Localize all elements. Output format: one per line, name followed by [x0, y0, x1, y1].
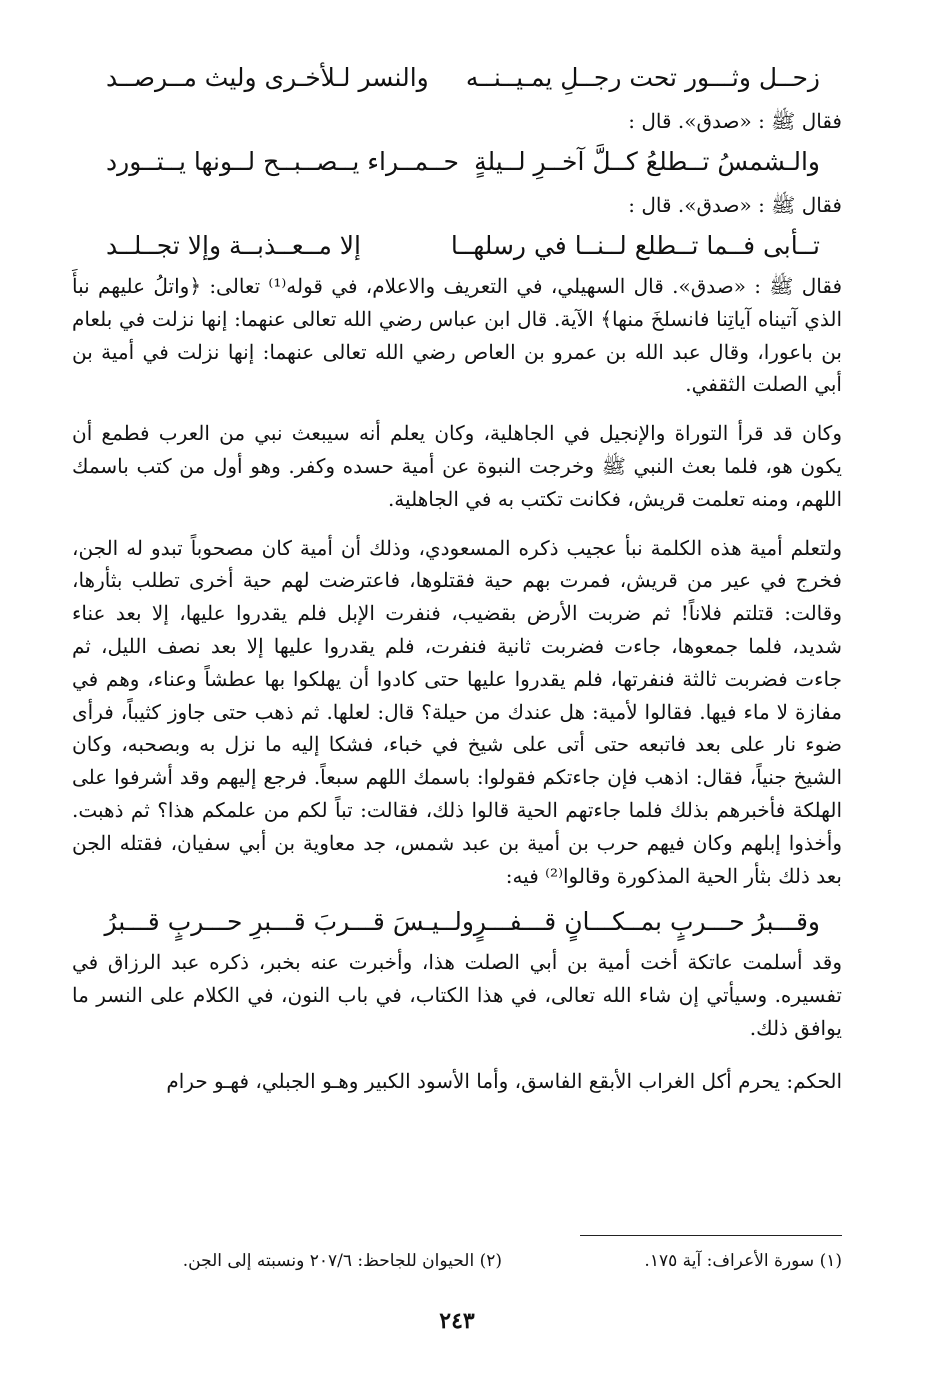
- paragraph-atika: وقد أسلمت عاتكة أخت أمية بن أبي الصلت هذا، وأخبرت عنه بخبر، ذكره عبد الرزاق في تفسيره. وسيأتي إن شاء الله تعالى، في هذا الكتاب، في باب النون، في الكلام على النسر ما يوافق ذلك.: [72, 950, 842, 1040]
- footnote-1: (١) سورة الأعراف: آية ١٧٥.: [644, 1251, 842, 1271]
- said-line-1: فقال ﷺ : «صدق». قال :: [628, 109, 842, 133]
- verse-1-first-hemistich: زحــل وثـــور تحت رجــلِ يمـيــنــه: [465, 63, 820, 92]
- footnote-divider: [580, 1235, 842, 1236]
- verse-2-first-hemistich: والـشمسُ تــطلعُ كــلَّ آخــرِ لــيلةٍ: [474, 147, 820, 176]
- poem-verse-3: [72, 226, 842, 270]
- book-page: [72, 58, 842, 1378]
- paragraph-ruling: الحكم: يحرم أكل الغراب الأبقع الفاسق، وأما الأسود الكبير وهـو الجبلي، فهـو حرام: [166, 1068, 842, 1093]
- paragraph-umayya-story: ولتعلم أمية هذه الكلمة نبأ عجيب ذكره المسعودي، وذلك أن أمية كان مصحوباً تبدو له الجن، فخرج في عير من قريش، فمرت بهم حية فقتلوها، فاعترضت لهم حية أخرى تطلب بثأرها، وقالت: قتلتم فلاناً! ثم ضربت الأرض بقضيب، فنفرت الإبل فلم يقدروا عليها، إلا بعد عناء شديد، فلما جمعوها، جاءت فضربت ثانية فنفرت، فلم يقدروا عليها إلا بعد نصف الليل، ثم جاءت فضربت ثالثة فنفرتها، فلم يقدروا عليها حتى كادوا أن يهلكوا بها عطشاً وعناء، وهم في مفازة لا ماء فيها. فقالوا لأمية: هل عندك من حيلة؟ قال: لعلها. ثم ذهب حتى جاوز كثيباً، فرأى ضوء نار على بعد فاتبعه حتى أتى على شيخ في خباء، فشكا إليه ما نزل به وبصحبه، وكان الشيخ جنياً، فقال: اذهب فإن جاءتكم فقولوا: باسمك اللهم سبعاً. فرجع إليهم وقد أشرفوا على الهلكة فأخبرهم بذلك فلما جاءتهم الحية قالوا ذلك، فقالت: تباً لكم من علمكم هذا؟ ثم ذهبت. وأخذوا إبلهم وكان فيهم حرب بن أمية بن عبد شمس، جد معاوية بن أبي سفيان، فقتله الجن بعد ذلك بثأر الحية المذكورة وقالوا⁽²⁾ فيه:: [72, 535, 842, 888]
- poem-verse-2: [72, 142, 842, 186]
- footnote-2: (٢) الحيوان للجاحظ: ٢٠٧/٦ ونسبته إلى الجن.: [182, 1251, 502, 1271]
- poem-verse-4: [72, 902, 842, 946]
- verse-4-first-hemistich: وقـــبرُ حـــربٍ بمــكـــانٍ قـــفـــرٍ: [473, 907, 820, 937]
- footnotes: [72, 1248, 842, 1274]
- verse-3-first-hemistich: تــأبى فــما تــطلع لــنــا في رسلهــا: [450, 231, 820, 260]
- poem-verse-1: [72, 58, 842, 102]
- paragraph-suhayli: فقال ﷺ : «صدق». قال السهيلي، في التعريف والاعلام، في قوله⁽¹⁾ تعالى: ﴿واتلُ عليهم نبأَ الذي آتيناه آياتِنا فانسلخَ منها﴾ الآية. قال ابن عباس رضي الله تعالى عنهما: إنها نزلت في بلعام بن باعورا، وقال عبد الله بن عمرو بن العاص رضي الله تعالى عنهما: إنها نزلت في أمية بن أبي الصلت الثقفي.: [72, 274, 842, 397]
- verse-4-second-hemistich: ولــيـسَ قـــربَ قـــبرِ حـــربٍ قـــبرُ: [104, 907, 474, 937]
- said-line-2: فقال ﷺ : «صدق». قال :: [628, 193, 842, 217]
- verse-1-second-hemistich: والنسر لـلأخـرى وليث مــرصــد: [106, 63, 429, 92]
- verse-2-second-hemistich: حــمــراء يــصــبــح لــونها يــتــورد: [106, 147, 460, 176]
- verse-3-second-hemistich: إلا مــعــذبــة وإلا تجــلــد: [106, 231, 361, 260]
- paragraph-umayya-scriptures: وكان قد قرأ التوراة والإنجيل في الجاهلية، وكان يعلم أنه سيبعث نبي من العرب فطمع أن يكون هو، فلما بعث النبي ﷺ وخرجت النبوة عن أمية حسده وكفر. وهو أول من كتب باسمك اللهم، ومنه تعلمت قريش، فكانت تكتب به في الجاهلية.: [72, 421, 842, 511]
- page-number: ٢٤٣: [439, 1308, 475, 1334]
